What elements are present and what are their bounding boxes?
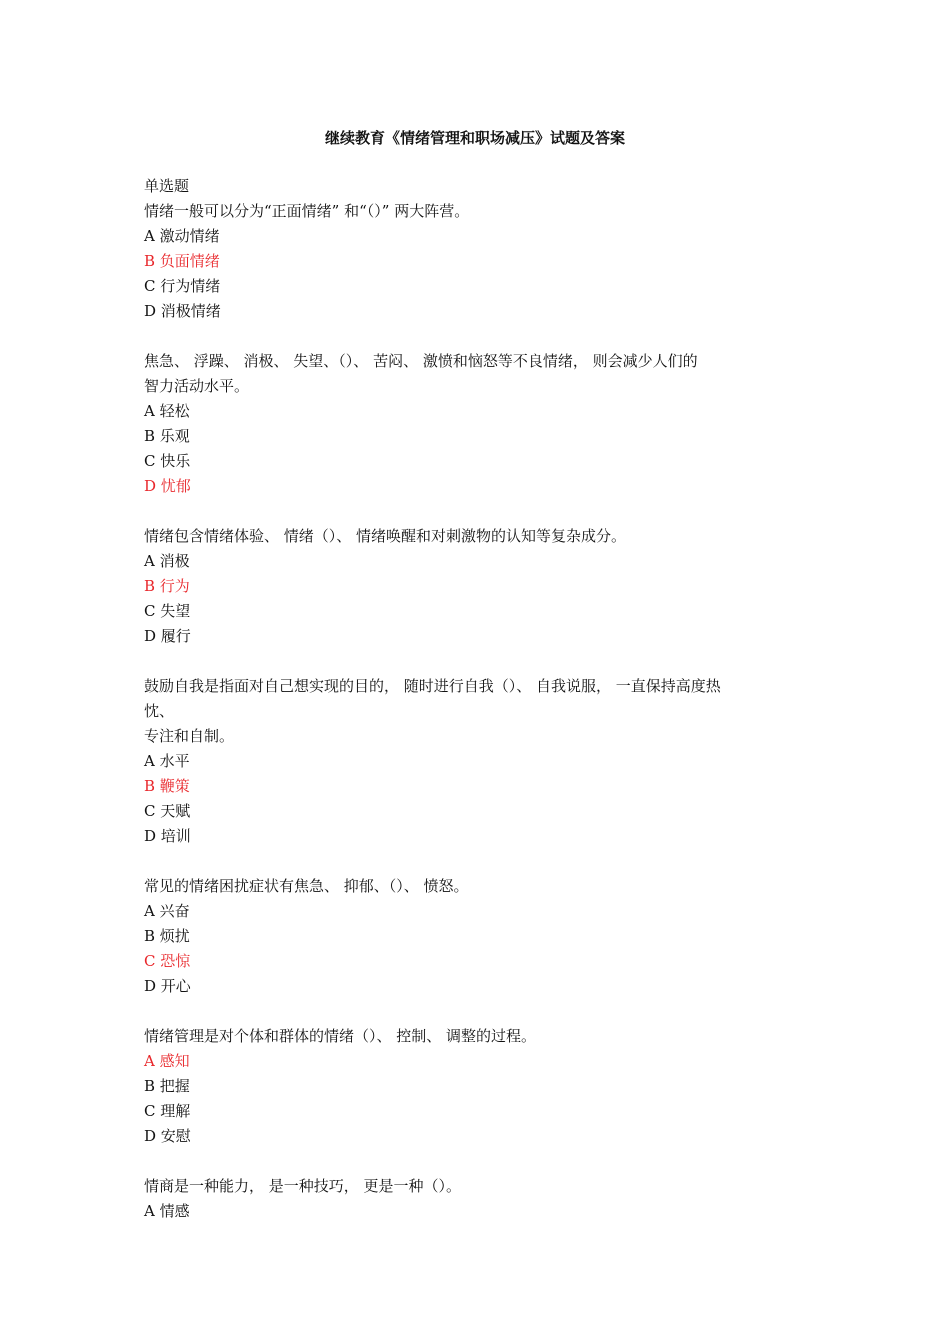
- answer-option-correct: D 忧郁: [144, 477, 191, 495]
- question-text: 情商是一种能力， 是一种技巧， 更是一种（）。: [144, 1177, 462, 1195]
- section-label: 单选题: [144, 177, 190, 195]
- question-spacer: [144, 324, 809, 349]
- answer-option: A 兴奋: [144, 902, 190, 920]
- question-spacer: [144, 1149, 809, 1174]
- answer-option: A 情感: [144, 1202, 190, 1220]
- question-block: [144, 1024, 809, 1149]
- answer-option: D 安慰: [144, 1127, 191, 1145]
- question-block: [144, 674, 809, 849]
- answer-option: B 乐观: [144, 427, 190, 445]
- question-spacer: [144, 499, 809, 524]
- answer-option-correct: C 恐惊: [144, 952, 191, 970]
- question-spacer: [144, 849, 809, 874]
- answer-option: D 培训: [144, 827, 191, 845]
- answer-option-correct: B 负面情绪: [144, 252, 220, 270]
- answer-option: B 烦扰: [144, 927, 190, 945]
- question-block: [144, 349, 809, 499]
- answer-option: B 把握: [144, 1077, 190, 1095]
- answer-option: D 开心: [144, 977, 191, 995]
- answer-option: D 履行: [144, 627, 191, 645]
- answer-option: C 行为情绪: [144, 277, 221, 295]
- question-block: [144, 524, 809, 649]
- question-text: 情绪一般可以分为“正面情绪” 和“（）” 两大阵营。: [144, 202, 470, 220]
- answer-option-correct: B 鞭策: [144, 777, 190, 795]
- document-title: 继续教育《情绪管理和职场减压》试题及答案: [324, 129, 625, 147]
- question-text: 鼓励自我是指面对自己想实现的目的， 随时进行自我（）、 自我说服， 一直保持高度热: [144, 677, 721, 695]
- answer-option: C 失望: [144, 602, 191, 620]
- document-body: [144, 174, 809, 1224]
- question-list: [144, 199, 809, 1224]
- answer-option: D 消极情绪: [144, 302, 221, 320]
- answer-option-correct: B 行为: [144, 577, 190, 595]
- question-block: [144, 199, 809, 324]
- answer-option: A 水平: [144, 752, 190, 770]
- question-spacer: [144, 999, 809, 1024]
- question-block: [144, 874, 809, 999]
- question-text: 常见的情绪困扰症状有焦急、 抑郁、（）、 愤怒。: [144, 877, 469, 895]
- answer-option: C 快乐: [144, 452, 191, 470]
- answer-option: A 激动情绪: [144, 227, 220, 245]
- answer-option: A 消极: [144, 552, 190, 570]
- question-block: [144, 1174, 809, 1224]
- answer-option: C 天赋: [144, 802, 191, 820]
- question-text: 情绪管理是对个体和群体的情绪（）、 控制、 调整的过程。: [144, 1027, 537, 1045]
- question-text: 焦急、 浮躁、 消极、 失望、（）、 苦闷、 激愤和恼怒等不良情绪， 则会减少人们的: [144, 352, 698, 370]
- question-text: 智力活动水平。: [144, 377, 250, 395]
- question-text: 忱、: [144, 702, 175, 720]
- answer-option: C 理解: [144, 1102, 191, 1120]
- question-text: 情绪包含情绪体验、 情绪（）、 情绪唤醒和对刺激物的认知等复杂成分。: [144, 527, 627, 545]
- answer-option-correct: A 感知: [144, 1052, 190, 1070]
- question-text: 专注和自制。: [144, 727, 235, 745]
- question-spacer: [144, 649, 809, 674]
- answer-option: A 轻松: [144, 402, 190, 420]
